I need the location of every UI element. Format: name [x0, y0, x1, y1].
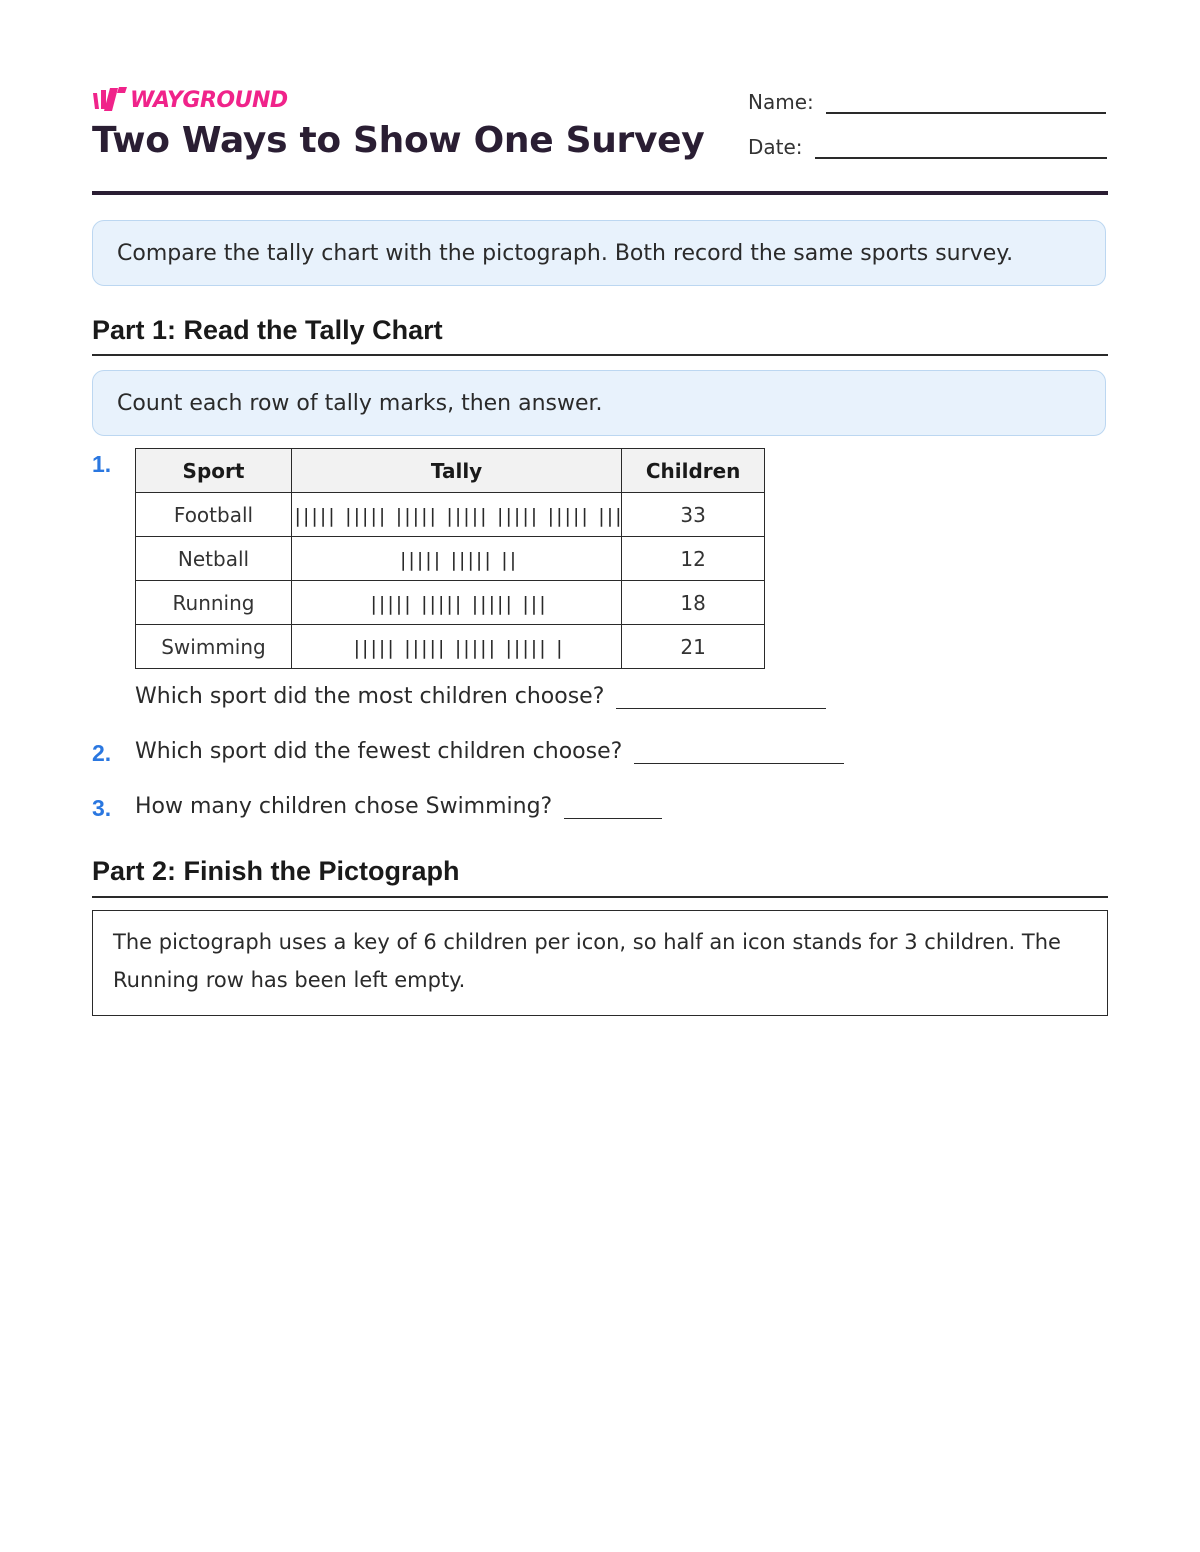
- table-row: [136, 581, 765, 625]
- tally-marks: ||||| ||||| ||: [397, 548, 516, 571]
- header-divider: [92, 191, 1108, 195]
- part2-info-box: [92, 910, 1108, 1016]
- cell-children: 33: [622, 493, 765, 537]
- question-number-3: 3.: [92, 795, 112, 821]
- header-children: Children: [622, 449, 765, 493]
- cell-sport: Netball: [136, 537, 292, 581]
- name-label: Name:: [748, 90, 814, 114]
- cell-children: 18: [622, 581, 765, 625]
- cell-tally: [292, 625, 622, 669]
- part1-instruction-note: [92, 370, 1106, 436]
- question-number-1: 1.: [92, 451, 112, 477]
- cell-sport: Swimming: [136, 625, 292, 669]
- cell-tally: [292, 493, 622, 537]
- question-2-text: Which sport did the fewest children choose?: [135, 739, 623, 764]
- question-2-answer-line[interactable]: [634, 741, 844, 764]
- question-1-answer-line[interactable]: [616, 686, 826, 709]
- header-tally: Tally: [292, 449, 622, 493]
- question-3: [135, 794, 662, 819]
- question-1: [135, 684, 826, 709]
- table-row: [136, 537, 765, 581]
- date-label: Date:: [748, 135, 803, 159]
- question-2: [135, 739, 844, 764]
- intro-note: [92, 220, 1106, 286]
- tally-marks: ||||| ||||| ||||| |||: [367, 592, 546, 615]
- cell-tally: [292, 581, 622, 625]
- cell-sport: Running: [136, 581, 292, 625]
- wayground-logo-icon: [92, 87, 128, 113]
- part1-title: Part 1: Read the Tally Chart: [92, 315, 443, 345]
- brand-name: WAYGROUND: [130, 87, 288, 113]
- question-3-answer-line[interactable]: [564, 796, 662, 819]
- intro-text: Compare the tally chart with the pictograph. Both record the same sports survey.: [117, 240, 1014, 266]
- tally-table: [135, 448, 765, 669]
- cell-children: 21: [622, 625, 765, 669]
- cell-children: 12: [622, 537, 765, 581]
- cell-sport: Football: [136, 493, 292, 537]
- part2-divider: [92, 896, 1108, 898]
- part2-title: Part 2: Finish the Pictograph: [92, 856, 460, 886]
- part1-divider: [92, 354, 1108, 356]
- name-field: [748, 90, 1106, 114]
- date-input-line[interactable]: [815, 135, 1107, 159]
- name-input-line[interactable]: [826, 90, 1106, 114]
- header-sport: Sport: [136, 449, 292, 493]
- cell-tally: [292, 537, 622, 581]
- question-3-text: How many children chose Swimming?: [135, 794, 553, 819]
- table-row: [136, 493, 765, 537]
- brand-logo: [92, 86, 288, 114]
- question-number-2: 2.: [92, 740, 112, 766]
- table-header-row: [136, 449, 765, 493]
- tally-marks: ||||| ||||| ||||| ||||| ||||| ||||| |||: [292, 504, 622, 527]
- question-1-text: Which sport did the most children choose?: [135, 684, 605, 709]
- table-row: [136, 625, 765, 669]
- date-field: [748, 135, 1107, 159]
- part1-instruction: Count each row of tally marks, then answer.: [117, 390, 603, 416]
- page-title: Two Ways to Show One Survey: [92, 120, 705, 161]
- tally-marks: ||||| ||||| ||||| ||||| |: [351, 636, 563, 659]
- part2-text: The pictograph uses a key of 6 children per icon, so half an icon stands for 3 children. The Running row has been left empty.: [113, 930, 1061, 992]
